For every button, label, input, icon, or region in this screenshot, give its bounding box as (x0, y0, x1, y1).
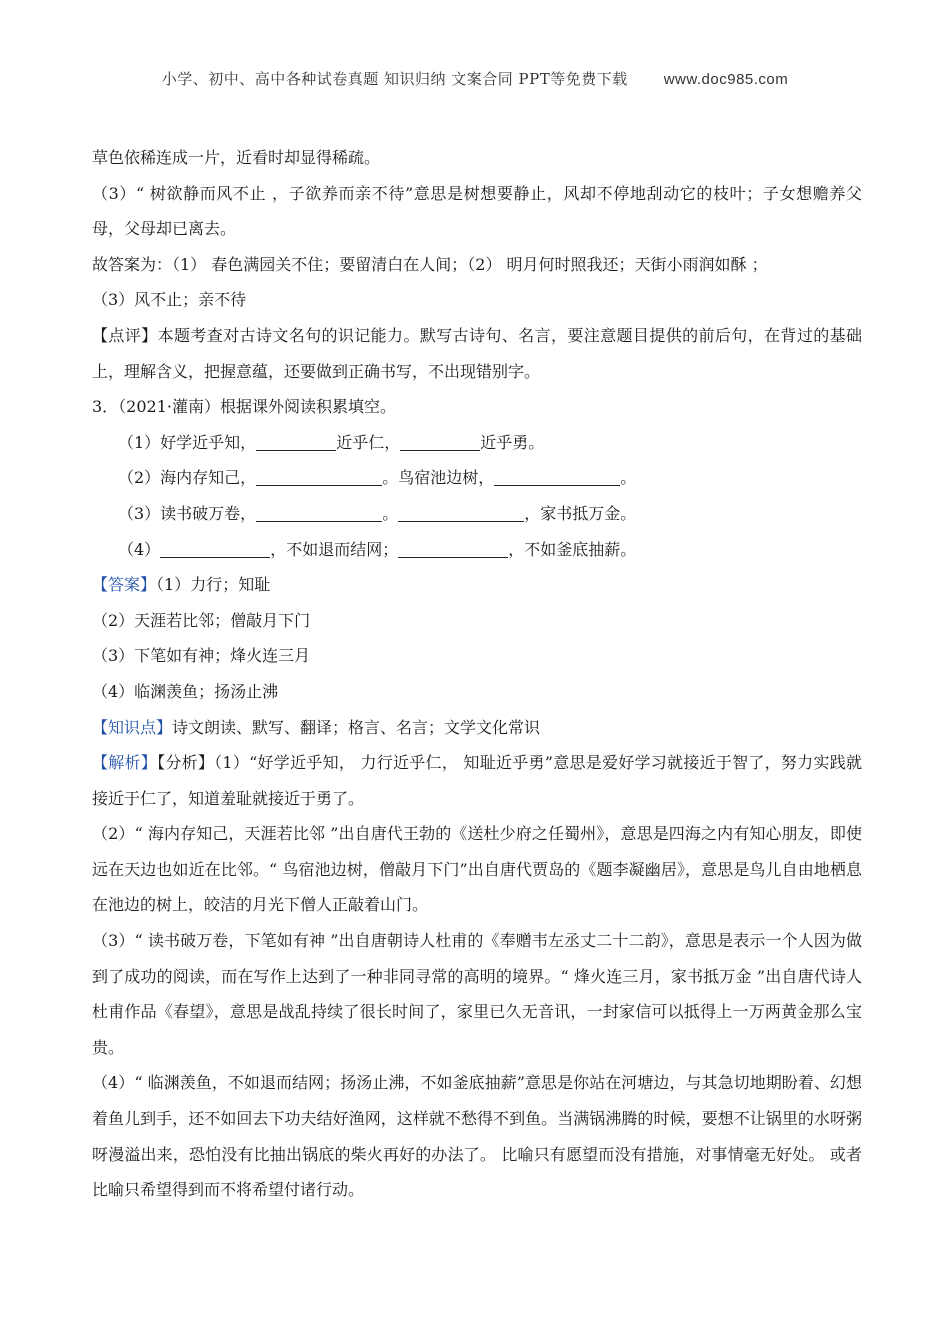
question-item-2 (92, 460, 862, 496)
fill-blank (400, 432, 480, 451)
answer-text: （1）力行；知耻 (156, 575, 271, 595)
question-text: 。 (620, 468, 637, 488)
analysis-paragraph: （4）“ 临渊羡鱼，不如退而结网；扬汤止沸，不如釜底抽薪”意思是你站在河塘边，与其急切地期盼着、幻想着鱼儿到手，还不如回去下功夫结好渔网，这样就不愁得不到鱼。当满锅沸腾的时候，要想不让锅里的水呀粥呀漫溢出来，恐怕没有比抽出锅底的柴火再好的办法了。 比喻只有愿望而没有措施，对事情毫无好处。 或者比喻只希望得到而不将希望付诸行动。 (92, 1073, 862, 1200)
page-header (0, 68, 950, 89)
analysis-paragraph (92, 745, 862, 816)
fill-blank (398, 539, 508, 558)
header-url[interactable]: www.doc985.com (663, 71, 789, 88)
question-title: 3．（2021·灌南）根据课外阅读积累填空。 (92, 397, 396, 417)
fill-blank (256, 432, 336, 451)
document-body (92, 140, 862, 1208)
knowledge-line (92, 710, 862, 746)
answer-tag: 【答案】 (92, 575, 157, 595)
question-text: 。 (382, 503, 399, 523)
question-text: 近乎仁， (336, 432, 401, 452)
question-text: 。鸟宿池边树， (382, 468, 495, 488)
question-item-3 (92, 496, 862, 532)
analysis-paragraph: （3）“ 读书破万卷，下笔如有神 ”出自唐朝诗人杜甫的《奉赠韦左丞丈二十二韵》，意思是表示一个人因为做到了成功的阅读，而在写作上达到了一种非同寻常的高明的境界。“ 烽火连三月，家书抵万金 ”出自唐代诗人杜甫作品《春望》，意思是战乱持续了很长时间了，家里已久无音讯，一封家信可以抵得上一万两黄金那么宝贵。 (92, 931, 862, 1057)
question-text: ，不如釜底抽薪。 (508, 539, 637, 559)
question-text: 近乎勇。 (480, 432, 545, 452)
knowledge-tag: 【知识点】 (92, 717, 173, 737)
text-line: 草色依稀连成一片，近看时却显得稀疏。 (92, 148, 381, 167)
question-text: （2）海内存知己， (118, 468, 257, 488)
fill-blank (494, 467, 620, 486)
analysis-text: 【分析】（1）“好学近乎知， 力行近乎仁， 知耻近乎勇”意思是爱好学习就接近于智了，努力实践就接近于仁了，知道羞耻就接近于勇了。 (92, 753, 862, 808)
fill-blank (256, 467, 382, 486)
analysis-tag: 【解析】 (92, 753, 158, 773)
text-line: （3）风不止；亲不待 (92, 290, 247, 310)
question-text: （4） (118, 539, 161, 559)
knowledge-text: 诗文朗读、默写、翻译；格言、名言；文学文化常识 (172, 717, 541, 737)
question-item-1 (92, 425, 862, 461)
question-text: ，家书抵万金。 (524, 503, 637, 523)
review-tag: 【点评】 (92, 325, 158, 345)
question-text: （1）好学近乎知， (118, 432, 257, 452)
text-paragraph: （3）“ 树欲静而风不止 ，子欲养而亲不待”意思是树想要静止，风却不停地刮动它的枝叶；子女想赡养父母，父母却已离去。 (92, 183, 862, 239)
question-item-4 (92, 532, 862, 568)
analysis-paragraph: （2）“ 海内存知己，天涯若比邻 ”出自唐代王勃的《送杜少府之任蜀州》，意思是四海之内有知心朋友，即使远在天边也如近在比邻。“ 鸟宿池边树，僧敲月下门”出自唐代贾岛的《题李凝幽居》，意思是鸟儿自由地栖息在池边的树上，皎洁的月光下僧人正敲着山门。 (92, 824, 862, 915)
question-text: ，不如退而结网； (270, 539, 399, 559)
question-text: （3）读书破万卷， (118, 503, 257, 523)
answer-line: （2）天涯若比邻；僧敲月下门 (92, 610, 311, 630)
text-line: 故答案为：（1） 春色满园关不住；要留清白在人间；（2） 明月何时照我还；天街小雨润如酥 ； (92, 254, 768, 274)
fill-blank (256, 503, 382, 522)
fill-blank (398, 503, 524, 522)
fill-blank (160, 539, 270, 558)
answer-line (92, 567, 862, 603)
answer-line: （3）下笔如有神；烽火连三月 (92, 646, 311, 666)
review-paragraph (92, 318, 862, 389)
header-text: 小学、初中、高中各种试卷真题 知识归纳 文案合同 PPT等免费下载 (161, 70, 628, 88)
review-text: 本题考查对古诗文名句的识记能力。默写古诗句、名言，要注意题目提供的前后句，在背过的基础上，理解含义，把握意蕴，还要做到正确书写，不出现错别字。 (92, 325, 862, 381)
answer-line: （4）临渊羡鱼；扬汤止沸 (92, 681, 279, 701)
